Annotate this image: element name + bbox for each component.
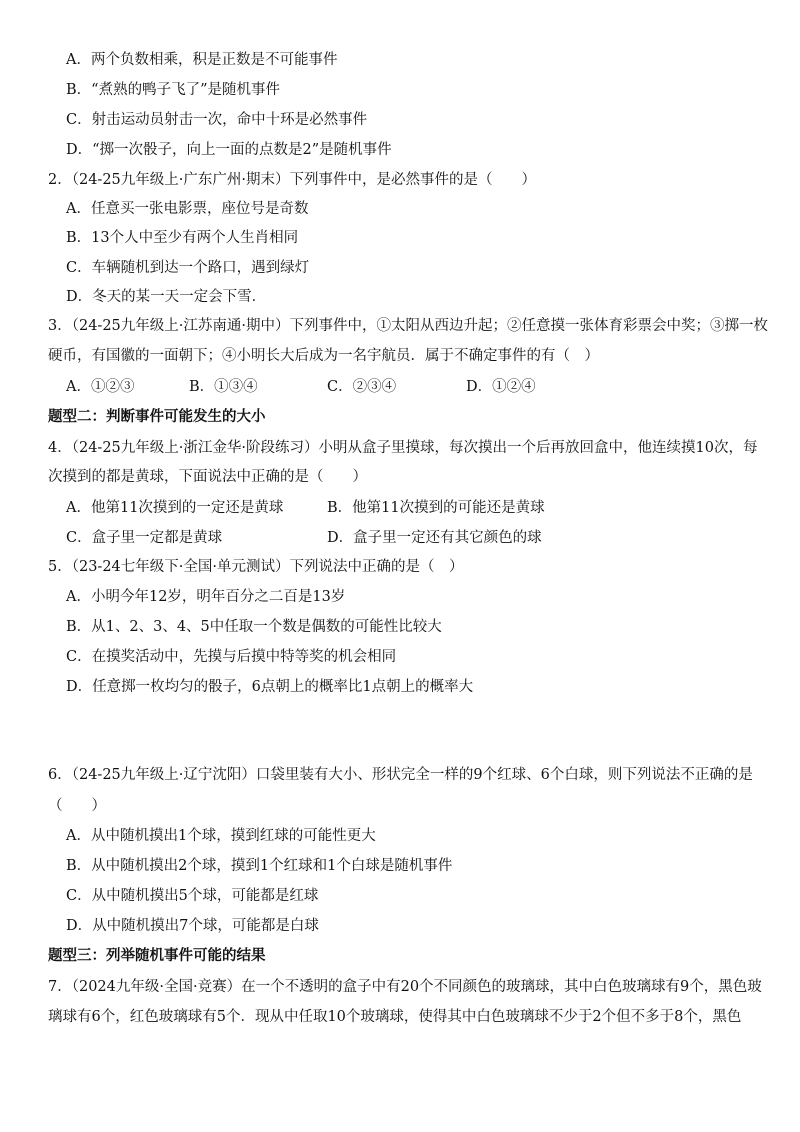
q4-option-c: C．盒子里一定都是黄球 [66,530,223,546]
q6-stem-line1: 6．（24-25九年级上·辽宁沈阳）口袋里装有大小、形状完全一样的9个红球、6个白球，则下列说法不正确的是 [48,767,753,783]
q4-stem-line1: 4．（24-25九年级上·浙江金华·阶段练习）小明从盒子里摸球，每次摸出一个后再放回盒中，他连续摸10次，每 [48,440,758,456]
q7-stem-line2: 璃球有6个，红色玻璃球有5个．现从中任取10个玻璃球，使得其中白色玻璃球不少于2个但不多于8个，黑色 [48,1009,742,1025]
q1-option-a: A．两个负数相乘，积是正数是不可能事件 [66,52,338,68]
q2-option-c: C．车辆随机到达一个路口，遇到绿灯 [66,260,310,276]
q3-option-d: D．①②④ [466,379,536,395]
q3-option-c: C．②③④ [327,379,397,395]
q1-option-c: C．射击运动员射击一次，命中十环是必然事件 [66,112,368,128]
q4-option-b: B．他第11次摸到的可能还是黄球 [327,500,545,516]
q5-stem: 5．（23-24七年级下·全国·单元测试）下列说法中正确的是（ ） [48,559,464,575]
q5-option-d: D．任意掷一枚均匀的骰子，6点朝上的概率比1点朝上的概率大 [66,679,474,695]
q4-option-a: A．他第11次摸到的一定还是黄球 [66,500,284,516]
q3-option-b: B．①③④ [189,379,258,395]
q6-option-a: A．从中随机摸出1个球，摸到红球的可能性更大 [66,828,376,844]
q2-option-a: A．任意买一张电影票，座位号是奇数 [66,201,309,217]
q2-option-b: B．13个人中至少有两个人生肖相同 [66,230,299,246]
q5-option-c: C．在摸奖活动中，先摸与后摸中特等奖的机会相同 [66,649,397,665]
q1-option-b: B．“煮熟的鸭子飞了”是随机事件 [66,82,280,98]
q4-stem-line2: 次摸到的都是黄球，下面说法中正确的是（ ） [48,469,367,485]
q3-stem-line1: 3．（24-25九年级上·江苏南通·期中）下列事件中，①太阳从西边升起；②任意摸一张体育彩票会中奖；③掷一枚 [48,318,768,334]
section-heading-3: 题型三：列举随机事件可能的结果 [48,948,266,964]
q3-stem-line2: 硬币，有国徽的一面朝下；④小明长大后成为一名宇航员．属于不确定事件的有（ ） [48,348,599,364]
q6-stem-line2: （ ） [48,798,106,814]
q1-option-d: D．“掷一次骰子，向上一面的点数是2”是随机事件 [66,142,392,158]
q5-option-b: B．从1、2、3、4、5中任取一个数是偶数的可能性比较大 [66,619,442,635]
q2-option-d: D．冬天的某一天一定会下雪． [66,289,267,305]
q6-option-d: D．从中随机摸出7个球，可能都是白球 [66,918,319,934]
q7-stem-line1: 7．（2024九年级·全国·竞赛）在一个不透明的盒子中有20个不同颜色的玻璃球，其中白色玻璃球有9个，黑色玻 [48,979,762,995]
q3-option-a: A．①②③ [66,379,135,395]
q6-option-b: B．从中随机摸出2个球，摸到1个红球和1个白球是随机事件 [66,858,453,874]
q6-option-c: C．从中随机摸出5个球，可能都是红球 [66,888,319,904]
section-heading-2: 题型二：判断事件可能发生的大小 [48,409,266,425]
q2-stem: 2．（24-25九年级上·广东广州·期末）下列事件中，是必然事件的是（ ） [48,172,536,188]
q5-option-a: A．小明今年12岁，明年百分之二百是13岁 [66,589,346,605]
q4-option-d: D．盒子里一定还有其它颜色的球 [327,530,542,546]
